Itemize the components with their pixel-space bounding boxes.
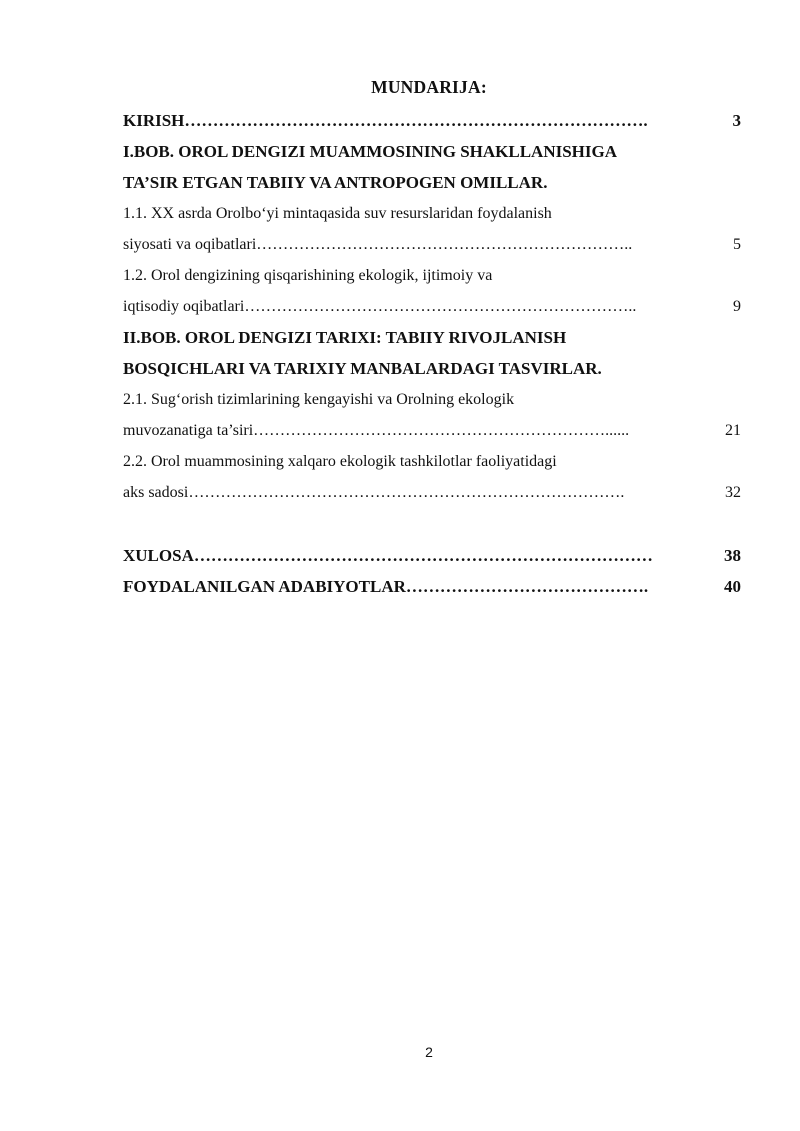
toc-entry-page: 38 bbox=[724, 546, 741, 565]
toc-entry-2-1-line-1 bbox=[123, 387, 743, 418]
toc-entry-page: 40 bbox=[724, 577, 741, 596]
toc-entry-text: 2.2. Orol muammosining xalqaro ekologik tashkilotlar faoliyatidagi bbox=[123, 453, 557, 470]
page-number: 2 bbox=[425, 1044, 433, 1060]
toc-entry-text: I.BOB. OROL DENGIZI MUAMMOSINING SHAKLLANISHIGA bbox=[123, 142, 618, 161]
toc-entry-text: 2.1. Sug‘orish tizimlarining kengayishi va Orolning ekologik bbox=[123, 391, 515, 408]
toc-entry-kirish bbox=[123, 108, 743, 139]
toc-entry-chapter-2-line-2 bbox=[123, 356, 743, 387]
toc-entry-page: 21 bbox=[725, 422, 741, 439]
toc-entry-page: 9 bbox=[733, 298, 741, 315]
toc-entry-2-2-line-2 bbox=[123, 480, 743, 511]
toc-entry-text: 1.2. Orol dengizining qisqarishining ekologik, ijtimoiy va bbox=[123, 267, 493, 284]
page-title: MUNDARIJA: bbox=[371, 77, 487, 97]
toc-entry-1-2-line-2 bbox=[123, 294, 743, 325]
toc-entry-chapter-1-line-1 bbox=[123, 139, 743, 170]
toc-entry-2-1-line-2 bbox=[123, 418, 743, 449]
toc-entry-chapter-1-line-2 bbox=[123, 170, 743, 201]
toc-entry-adabiyotlar bbox=[123, 574, 743, 605]
toc-entry-1-1-line-1 bbox=[123, 201, 743, 232]
toc-spacer bbox=[123, 511, 743, 543]
toc-entry-xulosa bbox=[123, 543, 743, 574]
table-of-contents bbox=[123, 108, 743, 605]
toc-entry-text: 1.1. XX asrda Orolbo‘yi mintaqasida suv resurslaridan foydalanish bbox=[123, 205, 552, 222]
toc-entry-2-2-line-1 bbox=[123, 449, 743, 480]
toc-entry-text: TA’SIR ETGAN TABIIY VA ANTROPOGEN OMILLAR. bbox=[123, 173, 548, 192]
toc-entry-chapter-2-line-1 bbox=[123, 325, 743, 356]
toc-entry-page: 3 bbox=[732, 111, 741, 130]
toc-entry-text: II.BOB. OROL DENGIZI TARIXI: TABIIY RIVOJLANISH bbox=[123, 328, 567, 347]
toc-entry-text: aks sadosi………………………………………………………………………. bbox=[123, 484, 625, 501]
toc-entry-page: 32 bbox=[725, 484, 741, 501]
toc-entry-1-2-line-1 bbox=[123, 263, 743, 294]
toc-entry-text: muvozanatiga ta’siri…………………………………………………………...... bbox=[123, 422, 630, 439]
toc-entry-text: FOYDALANILGAN ADABIYOTLAR……………………………………. bbox=[123, 577, 649, 596]
toc-entry-text: BOSQICHLARI VA TARIXIY MANBALARDAGI TASVIRLAR. bbox=[123, 359, 602, 378]
toc-entry-page: 5 bbox=[733, 236, 741, 253]
toc-entry-text: XULOSA……………………………………………………………………… bbox=[123, 546, 653, 565]
toc-entry-text: KIRISH………………………………………………………………………. bbox=[123, 111, 648, 130]
toc-entry-text: iqtisodiy oqibatlari……………………………………………………………….. bbox=[123, 298, 637, 315]
toc-entry-text: siyosati va oqibatlari…………………………………………………………….. bbox=[123, 236, 633, 253]
toc-entry-1-1-line-2 bbox=[123, 232, 743, 263]
